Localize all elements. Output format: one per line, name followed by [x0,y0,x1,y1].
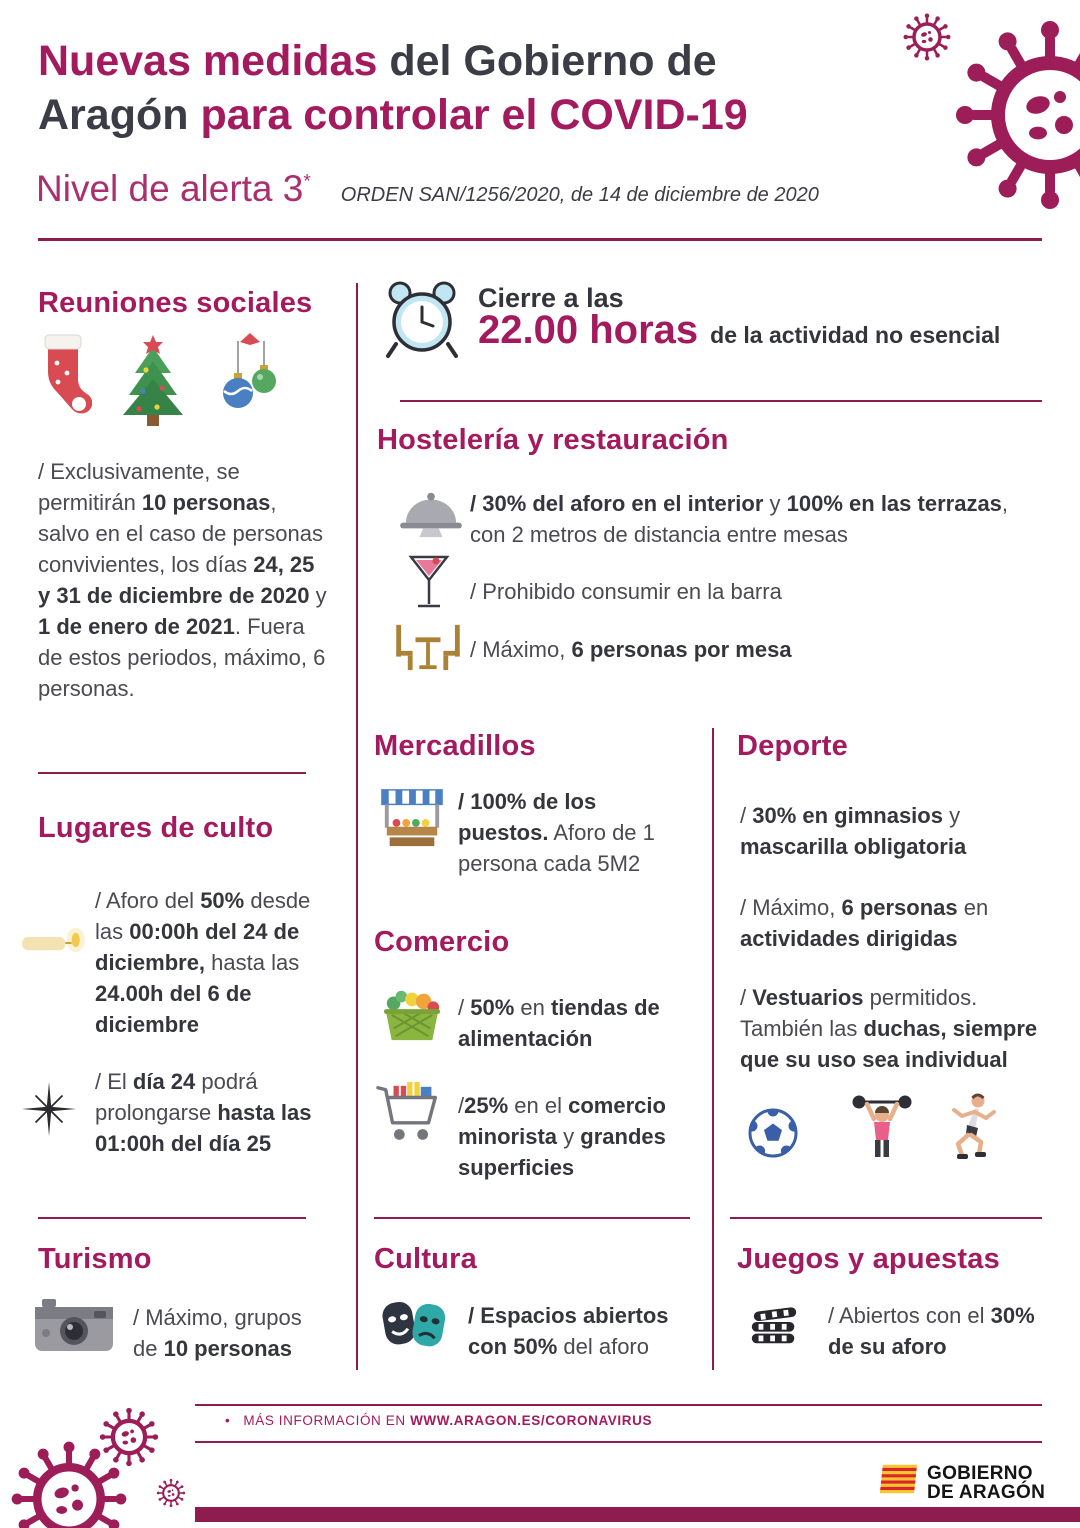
section-title-turismo: Turismo [38,1243,152,1275]
title-plain-2: Aragón [38,91,201,139]
section-title-cultura: Cultura [374,1243,477,1275]
section-title-reuniones-sociales: Reuniones sociales [38,287,313,319]
camera-icon [34,1295,114,1353]
shopping-cart-icon [376,1080,446,1150]
deporte-item-1: / 30% en gimnasios y mascarilla obligatoria [740,803,967,859]
food-basket-icon [380,982,444,1044]
column-divider [712,728,714,1370]
virus-icon [8,1438,130,1528]
reuniones-body: / Exclusivamente, se permitirán 10 personas, salvo en el caso de personas convivientes, los días 24, 25 y 31 de diciembre de 2020 y 1 de enero de 2021. Fuera de estos periodos, máximo, 6 personas. [38,459,327,701]
cocktail-icon [408,554,450,616]
mercadillos-item-1: / 100% de los puestos. Aforo de 1 persona cada 5M2 [458,789,655,876]
cloche-icon [396,486,466,540]
divider [730,1217,1042,1219]
logo-line-1: GOBIERNO [927,1463,1033,1484]
logo-line-2: DE ARAGÓN [927,1482,1046,1503]
gobierno-aragon-logo [880,1464,1045,1502]
hosteleria-item-3: / Máximo, 6 personas por mesa [470,637,792,662]
section-title-juegos: Juegos y apuestas [737,1243,1000,1275]
header-divider [38,238,1042,241]
running-icon [944,1092,1000,1164]
christmas-tree-icon [112,333,194,428]
footer-divider-bottom [195,1441,1042,1443]
logo-text [927,1464,1045,1502]
divider [374,1217,690,1219]
closure-detail: de la actividad no esencial [710,322,1001,348]
section-title-mercadillos: Mercadillos [374,730,536,762]
virus-icon [902,12,952,62]
divider [38,772,306,774]
column-divider [356,283,358,1370]
aragon-flag-icon [880,1464,918,1494]
virus-icon [156,1478,186,1508]
alarm-clock-icon [380,278,464,362]
theater-masks-icon [378,1292,450,1354]
culto-item-2: / El día 24 podrá prolongarse hasta las 01:00h del día 25 [95,1069,312,1156]
sparkle-star-icon [22,1082,76,1136]
comercio-item-1: / 50% en tiendas de alimentación [458,995,660,1051]
title-accent-1: Nuevas medidas [38,37,378,85]
table-chairs-icon [392,622,464,672]
title-accent-2: para controlar el COVID-19 [200,91,748,139]
footer-info-link[interactable]: WWW.ARAGON.ES/CORONAVIRUS [410,1413,653,1428]
christmas-stocking-icon [40,333,92,421]
divider [38,1217,306,1219]
footer-info-prefix: MÁS INFORMACIÓN EN [243,1413,411,1428]
bottom-bar [195,1507,1080,1522]
section-title-deporte: Deporte [737,730,848,762]
page-title [38,34,748,142]
poker-chips-icon [746,1292,804,1350]
candle-icon [20,924,86,960]
alert-asterisk: * [303,171,311,193]
weightlifting-icon [850,1092,914,1164]
footer-divider-top [195,1404,1042,1406]
soccer-ball-icon [746,1106,800,1160]
alert-row [36,168,819,210]
title-plain-1: del Gobierno de [377,37,717,85]
closure-time: 22.00 horas [478,308,699,352]
comercio-item-2: /25% en el comercio minorista y grandes superficies [458,1093,666,1180]
baubles-icon [214,333,286,423]
cultura-item-1: / Espacios abiertos con 50% del aforo [468,1303,669,1359]
footer-info [225,1413,652,1428]
juegos-item-1: / Abiertos con el 30% de su aforo [828,1303,1035,1359]
section-title-comercio: Comercio [374,926,510,958]
divider [400,400,1042,402]
alert-level: Nivel de alerta 3* [36,168,311,209]
section-title-lugares-de-culto: Lugares de culto [38,812,274,844]
virus-icon [950,15,1080,215]
hosteleria-item-2: / Prohibido consumir en la barra [470,579,782,604]
turismo-item-1: / Máximo, grupos de 10 personas [133,1305,302,1361]
closure-intro: Cierre a las [478,283,624,313]
deporte-item-2: / Máximo, 6 personas en actividades dirigidas [740,895,989,951]
section-title-hosteleria: Hostelería y restauración [377,424,729,456]
closure-line [478,308,1000,353]
christmas-icons-row [40,333,286,428]
culto-item-1: / Aforo del 50% desde las 00:00h del 24 de diciembre, hasta las 24.00h del 6 de diciembre [95,888,311,1037]
market-stall-icon [380,786,444,850]
order-reference: ORDEN SAN/1256/2020, de 14 de diciembre de 2020 [340,184,819,206]
footer-bullet: • [225,1413,231,1428]
hosteleria-item-1: / 30% del aforo en el interior y 100% en las terrazas, con 2 metros de distancia entre mesas [470,491,1009,547]
deporte-item-3: / Vestuarios permitidos. También las duchas, siempre que su uso sea individual [740,985,1038,1072]
